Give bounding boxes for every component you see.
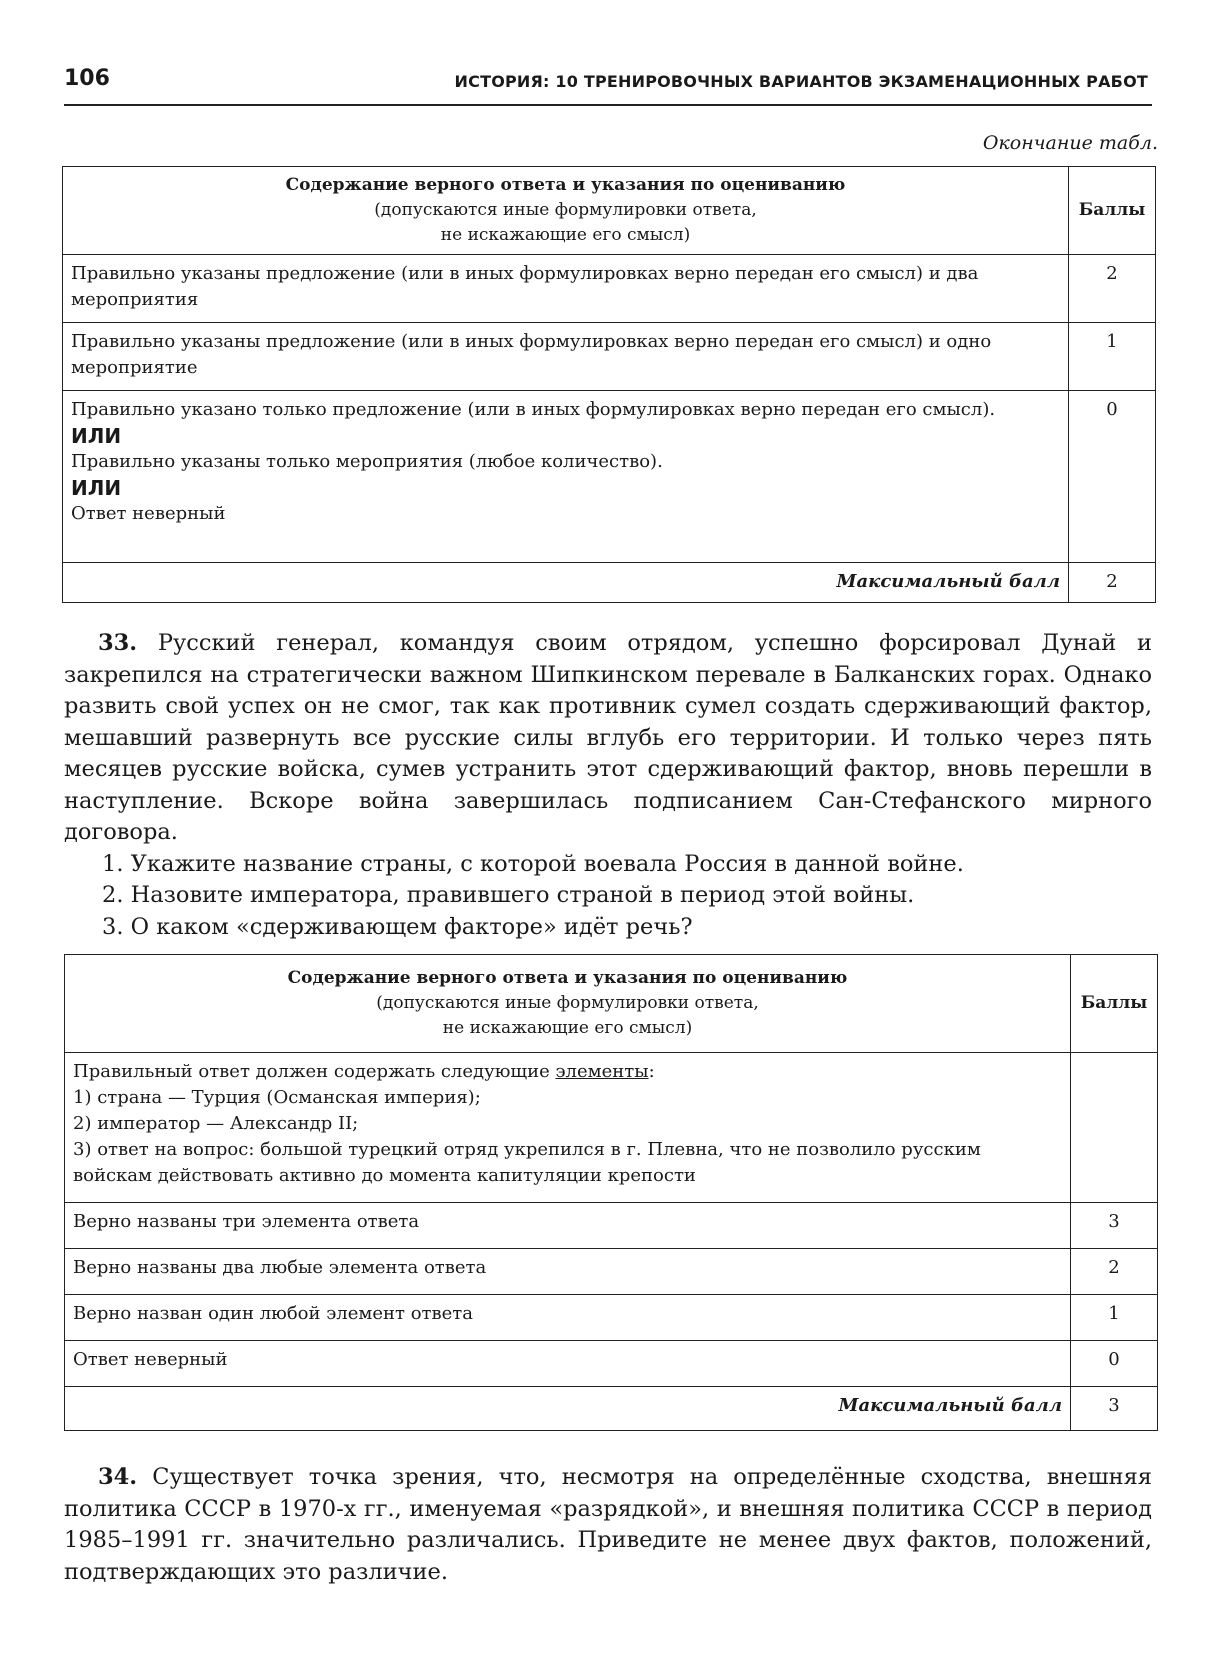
task-33 [64, 628, 1152, 943]
criterion-points: 0 [1069, 391, 1156, 563]
elements-intro-word: элементы [555, 1061, 649, 1082]
criteria-header-main: Содержание верного ответа и указания по оцениванию [287, 968, 848, 988]
task-number: 33. [98, 630, 138, 656]
empty-points-cell [1071, 1053, 1158, 1203]
answer-element: 1) страна — Турция (Османская империя); [73, 1087, 481, 1108]
points-header: Баллы [1069, 167, 1156, 255]
elements-intro-suffix: : [648, 1061, 655, 1082]
answer-elements-row [65, 1053, 1158, 1203]
criterion-text: Правильно указаны предложение (или в иных формулировках верно передан его смысл) и два мероприятия [63, 255, 1069, 323]
criterion-text: Ответ неверный [65, 1341, 1071, 1387]
table-row [63, 323, 1156, 391]
table-header-row [63, 167, 1156, 255]
points-header: Баллы [1071, 955, 1158, 1053]
task-33-paragraph [64, 628, 1152, 849]
table-row [65, 1295, 1158, 1341]
criteria-header-sub1: (допускаются иные формулировки ответа, [376, 993, 759, 1013]
criterion-points: 1 [1069, 323, 1156, 391]
max-score-label: Максимальный балл [63, 563, 1069, 603]
max-score-value: 3 [1071, 1387, 1158, 1431]
criterion-points: 0 [1071, 1341, 1158, 1387]
page-number: 106 [64, 66, 110, 91]
criterion-points: 1 [1071, 1295, 1158, 1341]
criterion-points: 2 [1069, 255, 1156, 323]
question-item: 3. О каком «сдерживающем факторе» идёт речь? [102, 913, 693, 940]
table-row [65, 1249, 1158, 1295]
answer-element: 2) император — Александр II; [73, 1113, 359, 1134]
criterion-text [63, 391, 1069, 563]
page-header [64, 62, 1152, 106]
criteria-header-sub2: не искажающие его смысл) [442, 1018, 693, 1038]
task-text: Существует точка зрения, что, несмотря на определённые сходства, внешняя политика СССР в 1970-х гг., именуемая «разрядкой», и внешняя политика СССР в период 1985–1991 гг. значительно различались. Приведите не менее двух фактов, положений, подтверждающих это различие. [64, 1464, 1152, 1585]
answer-element: 3) ответ на вопрос: большой турецкий отряд укрепился в г. Плевна, что не позволило русским войскам действовать активно до момента капитуляции крепости [73, 1139, 981, 1186]
table-row [65, 1203, 1158, 1249]
criterion-text: Верно названы два любые элемента ответа [65, 1249, 1071, 1295]
question-item: 2. Назовите императора, правившего страной в период этой войны. [102, 882, 915, 908]
criterion-points: 2 [1071, 1249, 1158, 1295]
or-separator: ИЛИ [71, 476, 122, 500]
elements-intro [73, 1059, 1062, 1085]
scoring-table-32 [62, 166, 1156, 603]
criteria-header-main: Содержание верного ответа и указания по оцениванию [285, 175, 846, 195]
criterion-text: Правильно указаны предложение (или в иных формулировках верно передан его смысл) и одно мероприятие [63, 323, 1069, 391]
continuation-note: Окончание табл. [982, 132, 1158, 154]
max-score-row [63, 563, 1156, 603]
criterion-text: Верно названы три элемента ответа [65, 1203, 1071, 1249]
table-row [63, 255, 1156, 323]
or-separator: ИЛИ [71, 424, 122, 448]
table-row [63, 391, 1156, 563]
criteria-header [63, 167, 1069, 255]
criterion-line: Правильно указано только предложение (или в иных формулировках верно передан его смысл). [71, 399, 996, 420]
criterion-line: Ответ неверный [71, 503, 226, 524]
task-34-paragraph [64, 1462, 1152, 1588]
task-number: 34. [98, 1464, 138, 1490]
criteria-header [65, 955, 1071, 1053]
task-34 [64, 1462, 1152, 1588]
table-row [65, 1341, 1158, 1387]
criterion-points: 3 [1071, 1203, 1158, 1249]
criteria-header-sub2: не искажающие его смысл) [440, 225, 691, 245]
criteria-header-sub1: (допускаются иные формулировки ответа, [374, 200, 757, 220]
question-item: 1. Укажите название страны, с которой воевала Россия в данной войне. [102, 850, 964, 877]
criterion-text: Верно назван один любой элемент ответа [65, 1295, 1071, 1341]
table-header-row [65, 955, 1158, 1053]
scoring-table-33 [64, 954, 1158, 1431]
running-title: ИСТОРИЯ: 10 ТРЕНИРОВОЧНЫХ ВАРИАНТОВ ЭКЗАМЕНАЦИОННЫХ РАБОТ [454, 72, 1148, 91]
elements-intro-prefix: Правильный ответ должен содержать следующие [73, 1061, 556, 1082]
max-score-value: 2 [1069, 563, 1156, 603]
max-score-label: Максимальный балл [65, 1387, 1071, 1431]
answer-elements [65, 1053, 1071, 1203]
max-score-row [65, 1387, 1158, 1431]
criterion-line: Правильно указаны только мероприятия (любое количество). [71, 451, 663, 472]
task-text: Русский генерал, командуя своим отрядом, успешно форсировал Дунай и закрепился на стратегически важном Шипкинском перевале в Балканских горах. Однако развить свой успех он не смог, так как противник сумел создать сдерживающий фактор, мешавший развернуть все русские силы вглубь его территории. И только через пять месяцев русские войска, сумев устранить этот сдерживающий фактор, вновь перешли в наступление. Вскоре война завершилась подписанием Сан-Стефанского мирного договора. [64, 630, 1152, 845]
